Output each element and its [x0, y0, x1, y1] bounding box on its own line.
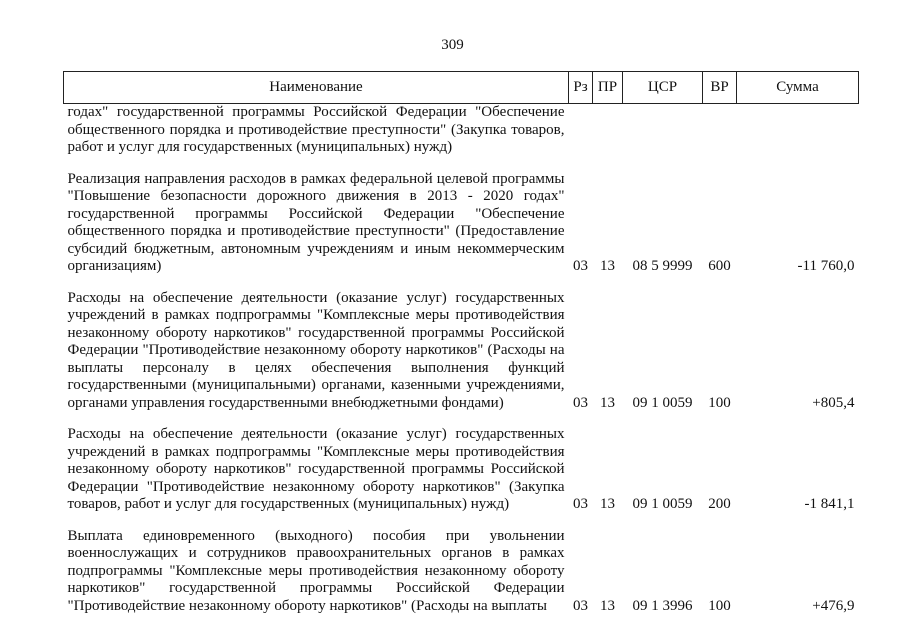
column-header-csr: ЦСР [623, 72, 703, 104]
row-vr: 200 [708, 496, 731, 512]
row-name: годах" государственной программы Российской Федерации "Обеспечение общественного порядка и противодействие преступности" (Закупка товаров, работ и услуг для государственных (муниципальных) нужд) [67, 104, 565, 155]
table-row [64, 426, 859, 514]
row-rz: 03 [573, 394, 588, 411]
row-sum: +805,4 [812, 394, 855, 411]
row-spacer [64, 412, 859, 426]
table-body [64, 104, 859, 616]
row-vr [703, 104, 737, 157]
row-pr: 13 [600, 496, 615, 512]
row-sum [737, 104, 859, 157]
row-pr: 13 [600, 258, 615, 274]
column-header-name: Наименование [64, 72, 569, 104]
row-vr: 600 [708, 258, 731, 274]
row-spacer [64, 514, 859, 528]
row-rz [569, 104, 593, 157]
column-header-rz: Рз [569, 72, 593, 104]
row-sum: -1 841,1 [804, 496, 855, 512]
row-spacer [64, 157, 859, 171]
table-header [64, 72, 859, 104]
row-csr: 09 1 0059 [632, 394, 693, 411]
budget-table [63, 71, 859, 615]
row-sum: -11 760,0 [797, 258, 855, 274]
row-csr: 08 5 9999 [632, 258, 693, 274]
row-vr: 100 [708, 597, 731, 614]
row-csr: 09 1 3996 [632, 597, 693, 614]
table-row [64, 104, 859, 157]
column-header-pr: ПР [593, 72, 623, 104]
row-sum: +476,9 [812, 597, 855, 614]
row-rz: 03 [573, 496, 588, 512]
row-csr [623, 104, 703, 157]
row-pr [593, 104, 623, 157]
row-csr: 09 1 0059 [632, 496, 693, 512]
table-row [64, 290, 859, 413]
row-pr: 13 [600, 394, 615, 411]
table-row [64, 171, 859, 276]
row-spacer [64, 276, 859, 290]
column-header-sum: Сумма [737, 72, 859, 104]
row-name: Выплата единовременного (выходного) пособия при увольнении военнослужащих и сотрудников правоохранительных органов в рамках подпрограммы "Комплексные меры противодействия незаконному обороту наркотиков" государственной программы Российской Федерации "Противодействие незаконному обороту наркотиков" (Расходы на выплаты [67, 527, 565, 614]
row-vr: 100 [708, 394, 731, 411]
row-name: Реализация направления расходов в рамках федеральной целевой программы "Повышение безопасности дорожного движения в 2013 - 2020 годах" государственной программы Российской Федерации "Обеспечение общественного порядка и противодействие преступности" (Предоставление субсидий бюджетным, автономным учреждениям и иным некоммерческим организациям) [67, 170, 565, 274]
column-header-vr: ВР [703, 72, 737, 104]
page-number: 309 [441, 37, 464, 53]
table-row [64, 528, 859, 616]
row-name: Расходы на обеспечение деятельности (оказание услуг) государственных учреждений в рамках подпрограммы "Комплексные меры противодействия незаконному обороту наркотиков" государственной программы Российской Федерации "Противодействие незаконному обороту наркотиков" (Расходы на выплаты персоналу в целях обеспечения выполнения функций государственными (муниципальными) органами, казенными учреждениями, органами управления государственными внебюджетными фондами) [67, 289, 565, 411]
row-rz: 03 [573, 258, 588, 274]
row-rz: 03 [573, 597, 588, 614]
row-name: Расходы на обеспечение деятельности (оказание услуг) государственных учреждений в рамках подпрограммы "Комплексные меры противодействия незаконному обороту наркотиков" государственной программы Российской Федерации "Противодействие незаконному обороту наркотиков" (Закупка товаров, работ и услуг для государственных (муниципальных) нужд) [67, 426, 565, 512]
row-pr: 13 [600, 597, 615, 614]
